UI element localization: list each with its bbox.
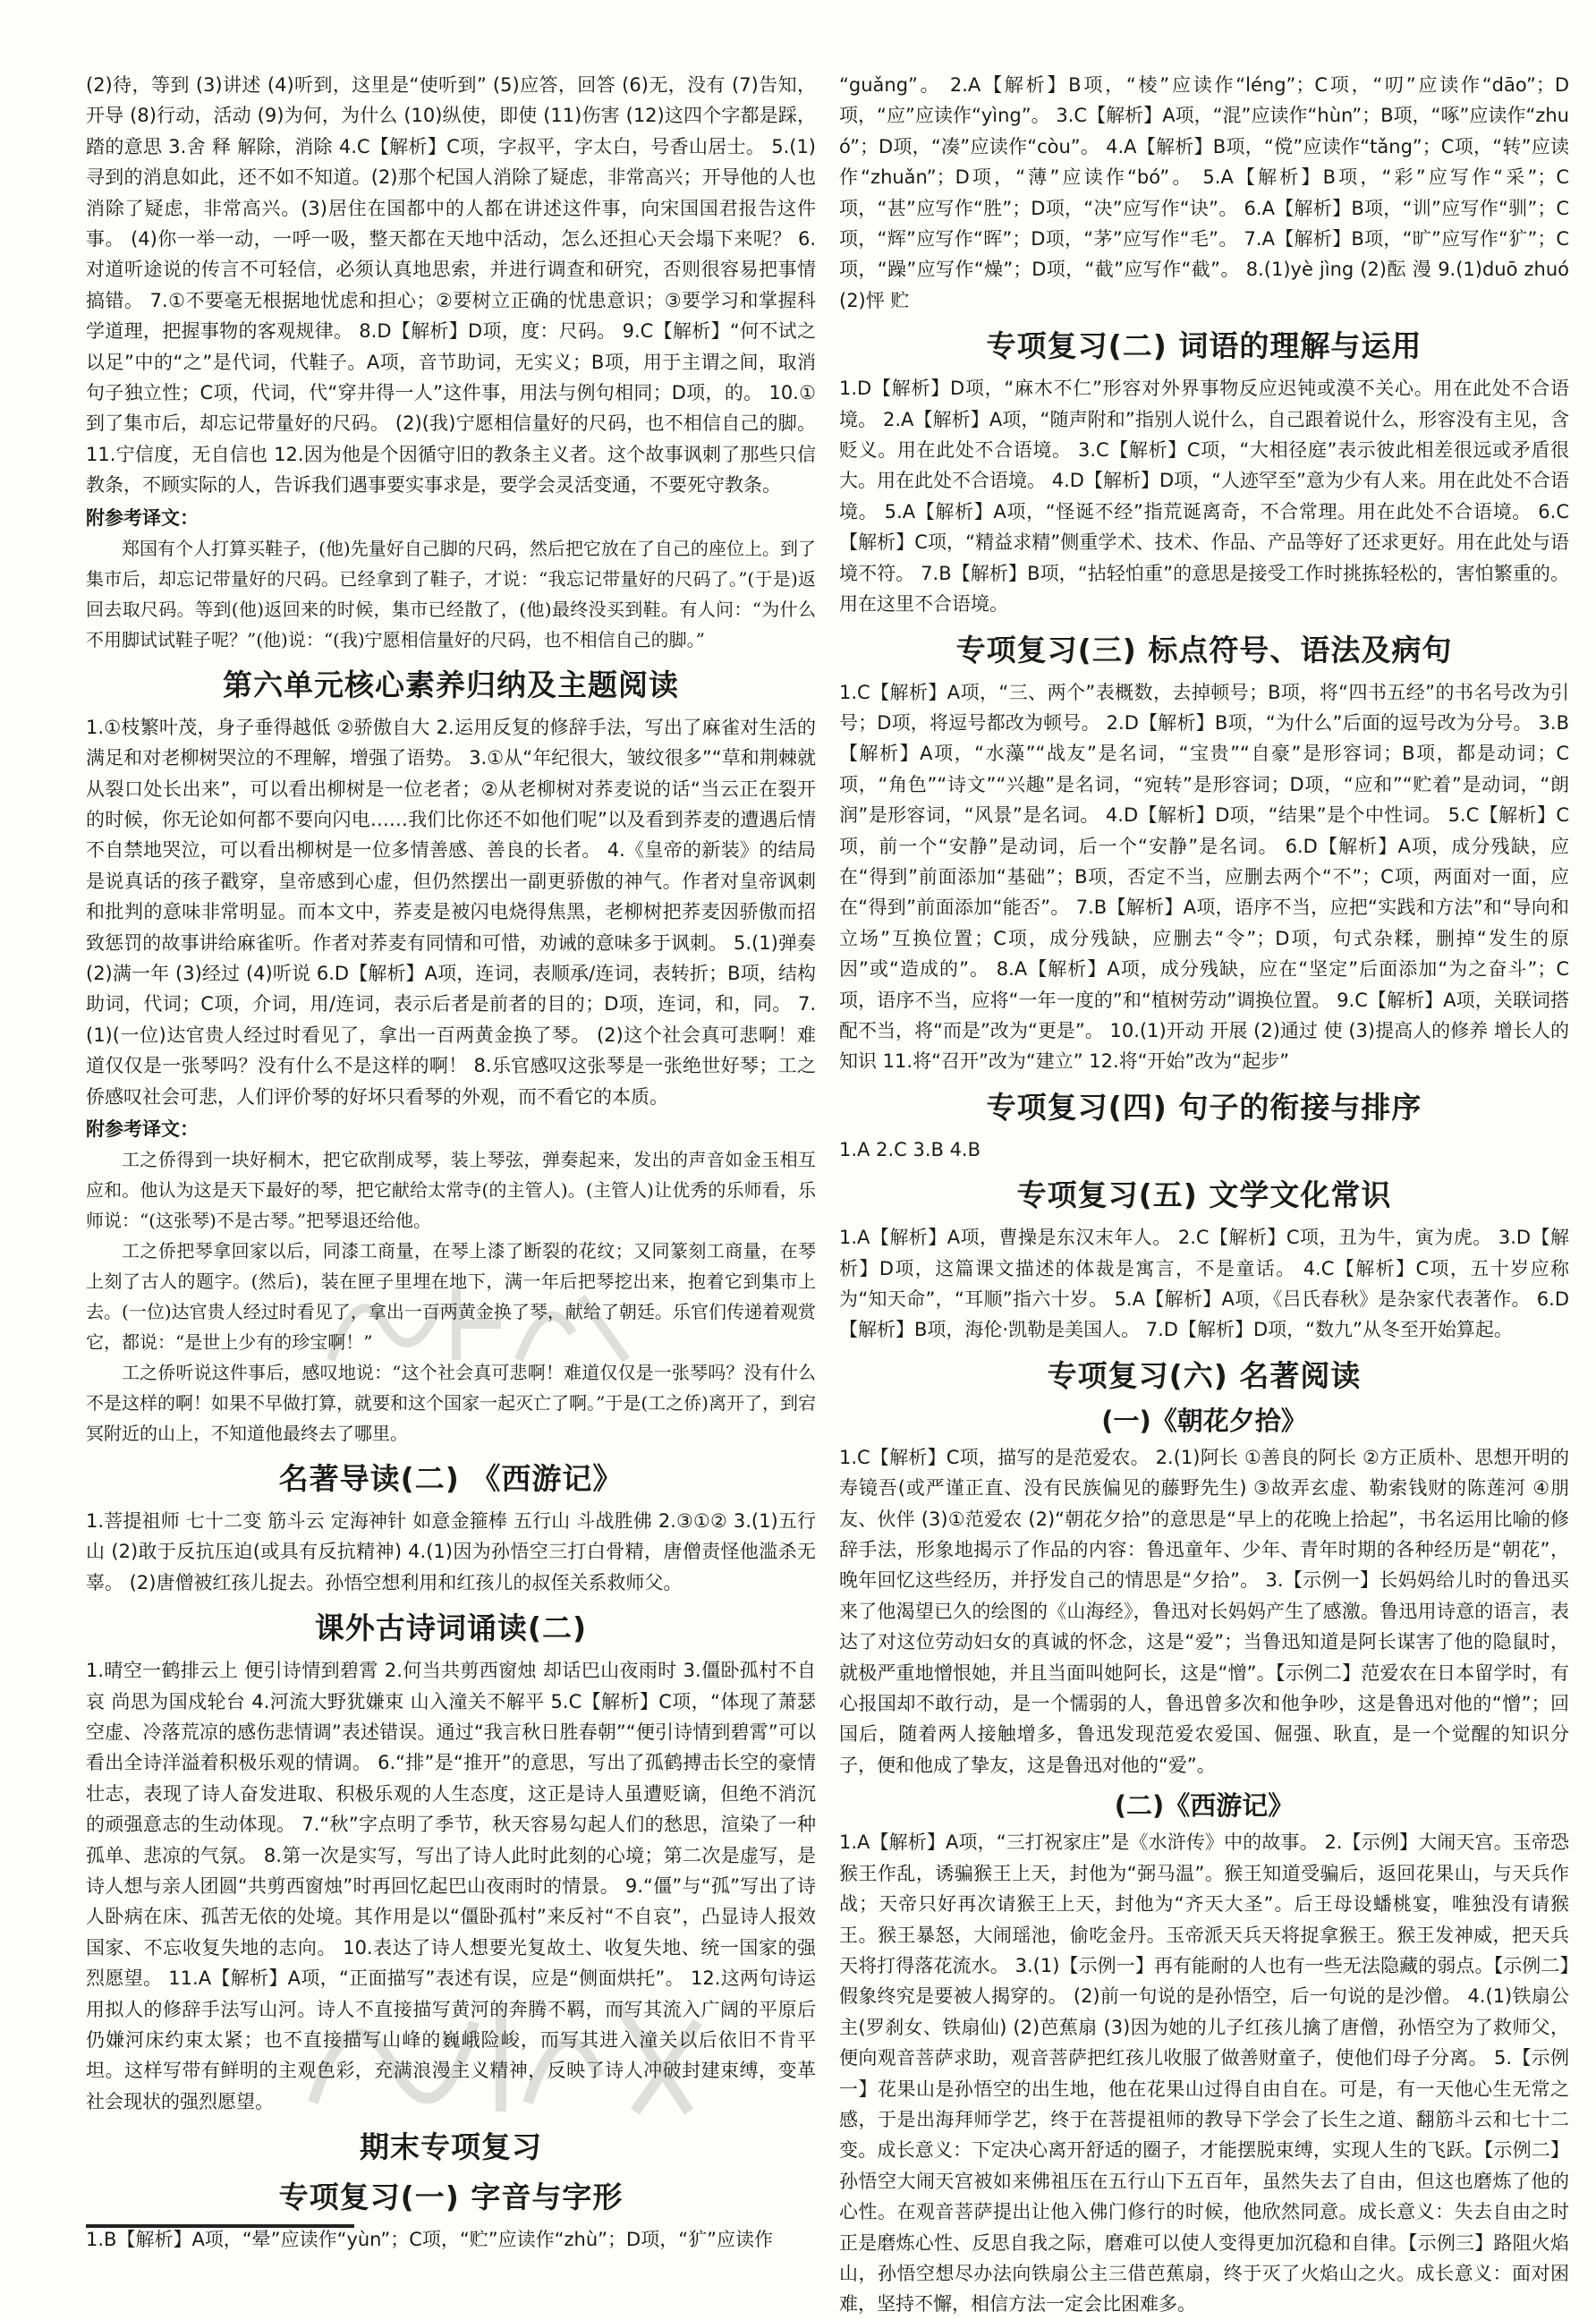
reference-translation: 工之侨听说这件事后，感叹地说：“这个社会真可悲啊！难道仅仅是一张琴吗？没有什么不是这样的啊！如果不早做打算，就要和这个国家一起灭亡了啊。”于是(工之侨)离开了，到宕冥附近的山上，不知道他最终去了哪里。: [86, 1361, 816, 1444]
section-title: 专项复习(三) 标点符号、语法及病句: [955, 632, 1453, 667]
answer-paragraph: “guǎng”。 2.A【解析】B项，“棱”应读作“léng”；C项，“叨”应读作“dāo”；D项，“应”应读作“yìng”。 3.C【解析】A项，“混”应读作“hùn”；B项，“啄”应读作“zhuó”；D项，“凑”应读作“còu”。 4.A【解析】B项，“傥”应读作“tǎng”；C项，“转”应读作“zhuǎn”；D项，“薄”应读作“bó”。 5.A【解析】B项，“彩”应写作“采”；C项，“甚”应写作“胜”；D项，“决”应写作“诀”。 6.A【解析】B项，“训”应写作“驯”；C项，“辉”应写作“晖”；D项，“茅”应写作“毛”。 7.A【解析】B项，“旷”应写作“犷”；C项，“躁”应写作“燥”；D项，“截”应写作“截”。 8.(1)yè jìng (2)酝 漫 9.(1)duō zhuó (2)怦 贮: [839, 74, 1569, 311]
section-title: 专项复习(二) 词语的理解与运用: [986, 328, 1422, 364]
section-title: 专项复习(六) 名著阅读: [1047, 1357, 1362, 1393]
answer-paragraph: 1.A【解析】A项，“三打祝家庄”是《水浒传》中的故事。 2.【示例】大闹天宫。玉帝恐猴王作乱，诱骗猴王上天，封他为“弼马温”。猴王知道受骗后，返回花果山，与天兵作战；天帝只好再次请猴王上天，封他为“齐天大圣”。后王母设蟠桃宴，唯独没有请猴王。猴王暴怒，大闹瑶池，偷吃金丹。玉帝派天兵天将捉拿猴王。猴王发神威，把天兵天将打得落花流水。 3.(1)【示例一】再有能耐的人也有一些无法隐藏的弱点。【示例二】假象终究是要被人揭穿的。 (2)前一句说的是孙悟空，后一句说的是沙僧。 4.(1)铁扇公主(罗刹女、铁扇仙) (2)芭蕉扇 (3)因为她的儿子红孩儿擒了唐僧，孙悟空为了救师父，便向观音菩萨求助，观音菩萨把红孩儿收服了做善财童子，使他们母子分离。 5.【示例一】花果山是孙悟空的出生地，他在花果山过得自由自在。可是，有一天他心生无常之感，于是出海拜师学艺，终于在菩提祖师的教导下学会了长生之道、翻筋斗云和七十二变。成长意义：下定决心离开舒适的圈子，才能摆脱束缚，实现人生的飞跃。【示例二】孙悟空大闹天宫被如来佛祖压在五行山下五百年，虽然失去了自由，但这也磨炼了他的心性。在观音菩萨提出让他入佛门修行的时候，他欣然同意。成长意义：失去自由之时正是磨炼心性、反思自我之际，磨难可以使人变得更加沉稳和自律。【示例三】路阻火焰山，孙悟空想尽办法向铁扇公主三借芭蕉扇，终于灭了火焰山之火。成长意义：面对困难，坚持不懈，相信方法一定会比困难多。: [839, 1831, 1569, 2316]
answer-paragraph: 1.晴空一鹤排云上 便引诗情到碧霄 2.何当共剪西窗烛 却话巴山夜雨时 3.僵卧孤村不自哀 尚思为国戍轮台 4.河流大野犹嫌束 山入潼关不解平 5.C【解析】C项，“体现了萧瑟空虚、冷落荒凉的感伤悲情调”表述错误。通过“我言秋日胜春朝”“便引诗情到碧霄”可以看出全诗洋溢着积极乐观的情调。 6.“排”是“推开”的意思，写出了孤鹤搏击长空的豪情壮志，表现了诗人奋发进取、积极乐观的人生态度，这正是诗人虽遭贬谪，但绝不消沉的顽强意志的生动体现。 7.“秋”字点明了季节，秋天容易勾起人们的愁思，渲染了一种孤单、悲凉的气氛。 8.第一次是实写，写出了诗人此时此刻的心境；第二次是虚写，是诗人想与亲人团圆“共剪西窗烛”时再回忆起巴山夜雨时的情景。 9.“僵”与“孤”写出了诗人卧病在床、孤苦无依的处境。其作用是以“僵卧孤村”来反衬“不自哀”，凸显诗人报效国家、不忘收复失地的志向。 10.表达了诗人想要光复故土、收复失地、统一国家的强烈愿望。 11.A【解析】A项，“正面描写”表述有误，应是“侧面烘托”。 12.这两句诗运用拟人的修辞手法写山河。诗人不直接描写黄河的奔腾不羁，而写其流入广阔的平原后仍嫌河床约束太紧；也不直接描写山峰的巍峨险峻，而写其进入潼关以后依旧不肯平坦。这样写带有鲜明的主观色彩，充满浪漫主义精神，反映了诗人冲破封建束缚，变革社会现状的强烈愿望。: [86, 1660, 817, 2112]
watermark-icon: [322, 1270, 644, 1378]
section-title: 期末专项复习: [360, 2129, 542, 2165]
footer-rule: [86, 2224, 354, 2228]
answer-paragraph: 1.C【解析】A项，“三、两个”表概数，去掉顿号；B项，将“四书五经”的书名号改为引号；D项，将逗号都改为顿号。 2.D【解析】B项，“为什么”后面的逗号改为分号。 3.B【解析】A项，“水藻”“战友”是名词，“宝贵”“自豪”是形容词；B项，都是动词；C项，“角色”“诗文”“兴趣”是名词，“宛转”是形容词；D项，“应和”“贮着”是动词，“朗润”是形容词，“风景”是名词。 4.D【解析】D项，“结果”是个中性词。 5.C【解析】C项，前一个“安静”是动词，后一个“安静”是名词。 6.D【解析】A项，成分残缺，应在“得到”前面添加“基础”；B项，否定不当，应删去两个“不”；C项，两面对一面，应在“得到”前面添加“能否”。 7.B【解析】A项，语序不当，应把“实践和方法”和“导向和立场”互换位置；C项，成分残缺，应删去“令”；D项，句式杂糅，删掉“发生的原因”或“造成的”。 8.A【解析】A项，成分残缺，应在“坚定”后面添加“为之奋斗”；C项，语序不当，应将“一年一度的”和“植树劳动”调换位置。 9.C【解析】A项，关联词搭配不当，将“而是”改为“更是”。 10.(1)开动 开展 (2)通过 使 (3)提高人的修养 增长人的知识 11.将“召开”改为“建立” 12.将“开始”改为“起步”: [839, 681, 1569, 1073]
subsection-title: (一)《朝花夕拾》: [1101, 1405, 1307, 1436]
answer-paragraph: 1.D【解析】D项，“麻木不仁”形容对外界事物反应迟钝或漠不关心。用在此处不合语境。 2.A【解析】A项，“随声附和”指别人说什么，自己跟着说什么，形容没有主见，含贬义。用在此处不合语境。 3.C【解析】C项，“大相径庭”表示彼此相差很远或矛盾很大。用在此处不合语境。 4.D【解析】D项，“人迹罕至”意为少有人来。用在此处不合语境。 5.A【解析】A项，“怪诞不经”指荒诞离奇，不合常理。用在此处不合语境。 6.C【解析】C项，“精益求精”侧重学术、技术、作品、产品等好了还求更好。用在此处与语境不符。 7.B【解析】B项，“拈轻怕重”的意思是接受工作时挑拣轻松的，害怕繁重的。用在这里不合语境。: [839, 378, 1569, 616]
answer-paragraph: 1.菩提祖师 七十二变 筋斗云 定海神针 如意金箍棒 五行山 斗战胜佛 2.③①② 3.(1)五行山 (2)敢于反抗压迫(或具有反抗精神) 4.(1)因为孙悟空三打白骨精，唐僧责怪他滥杀无辜。 (2)唐僧被红孩儿捉去。孙悟空想利用和红孩儿的叔侄关系救师父。: [86, 1509, 816, 1593]
reference-translation: 工之侨得到一块好桐木，把它砍削成琴，装上琴弦，弹奏起来，发出的声音如金玉相互应和。他认为这是天下最好的琴，把它献给太常寺(的主管人)。(主管人)让优秀的乐师看，乐师说：“(这张琴)不是古琴。”把琴退还给他。: [86, 1148, 816, 1231]
subsection-title: (二)《西游记》: [1114, 1790, 1295, 1822]
answer-paragraph: 1.C【解析】C项，描写的是范爱农。 2.(1)阿长 ①善良的阿长 ②方正质朴、思想开明的寿镜吾(或严谨正直、没有民族偏见的藤野先生) ③故弄玄虚、勒索钱财的陈莲河 ④朋友、伙伴 (3)①范爱农 (2)“朝花夕拾”的意思是“早上的花晚上拾起”，书名运用比喻的修辞手法，形象地揭示了作品的内容：鲁迅童年、少年、青年时期的各种经历是“朝花”，晚年回忆这些经历，并抒发自己的情思是“夕拾”。 3.【示例一】长妈妈给儿时的鲁迅买来了他渴望已久的绘图的《山海经》，鲁迅对长妈妈产生了感激。鲁迅用诗意的语言，表达了对这位劳动妇女的真诚的怀念，这是“爱”；当鲁迅知道是阿长谋害了他的隐鼠时，就极严重地憎恨她，并且当面叫她阿长，这是“憎”。【示例二】范爱农在日本留学时，有心报国却不敢行动，是一个懦弱的人，鲁迅曾多次和他争吵，这是鲁迅对他的“憎”；回国后，随着两人接触增多，鲁迅发现范爱农爱国、倔强、耿直，是一个觉醒的知识分子，便和他成了挚友，这是鲁迅对他的“爱”。: [839, 1446, 1569, 1776]
section-title: 名著导读(二) 《西游记》: [278, 1460, 624, 1496]
answer-paragraph: 1.①枝繁叶茂，身子垂得越低 ②骄傲自大 2.运用反复的修辞手法，写出了麻雀对生活的满足和对老柳树哭泣的不理解，增强了语势。 3.①从“年纪很大，皱纹很多”“草和荆棘就从裂口处长出来”，可以看出柳树是一位老者；②从老柳树对荞麦说的话“当云正在裂开的时候，你无论如何都不要向闪电……我们比你还不如他们呢”以及看到荞麦的遭遇后情不自禁地哭泣，可以看出柳树是一位多情善感、善良的长者。 4.《皇帝的新装》的结局是说真话的孩子戳穿，皇帝感到心虚，但仍然摆出一副更骄傲的神气。作者对皇帝讽刺和批判的意味非常明显。而本文中，荞麦是被闪电烧得焦黑，老柳树把荞麦因骄傲而招致惩罚的故事讲给麻雀听。作者对荞麦有同情和可惜，劝诫的意味多于讽刺。 5.(1)弹奏 (2)满一年 (3)经过 (4)听说 6.D【解析】A项，连词，表顺承/连词，表转折；B项，结构助词，代词；C项，介词，用/连词，表示后者是前者的目的；D项，连词，和，同。 7.(1)(一位)达官贵人经过时看见了，拿出一百两黄金换了琴。 (2)这个社会真可悲啊！难道仅仅是一张琴吗？没有什么不是这样的啊！ 8.乐官感叹这张琴是一张绝世好琴；工之侨感叹社会可悲，人们评价琴的好坏只看琴的外观，而不看它的本质。: [86, 716, 816, 1108]
left-column: [86, 70, 816, 2256]
section-title: 专项复习(四) 句子的衔接与排序: [986, 1089, 1422, 1125]
answer-paragraph: 1.A【解析】A项，曹操是东汉末年人。 2.C【解析】C项，丑为牛，寅为虎。 3.D【解析】D项，这篇课文描述的体裁是寓言，不是童话。 4.C【解析】C项，五十岁应称为“知天命”，“耳顺”指六十岁。 5.A【解析】A项，《吕氏春秋》是杂家代表著作。 6.D【解析】B项，海伦·凯勒是美国人。 7.D【解析】D项，“数九”从冬至开始算起。: [839, 1227, 1569, 1341]
reference-translation-label: 附参考译文：: [86, 506, 199, 529]
reference-translation: 郑国有个人打算买鞋子，(他)先量好自己脚的尺码，然后把它放在了自己的座位上。到了集市后，却忘记带量好的尺码。已经拿到了鞋子，才说：“我忘记带量好的尺码了。”(于是)返回去取尺码。等到(他)返回来的时候，集市已经散了，(他)最终没买到鞋。有人问：“为什么不用脚试试鞋子呢？”(他)说：“(我)宁愿相信量好的尺码，也不相信自己的脚。”: [86, 537, 816, 650]
section-title: 课外古诗词诵读(二): [314, 1610, 588, 1646]
reference-translation: 工之侨把琴拿回家以后，同漆工商量，在琴上漆了断裂的花纹；又同篆刻工商量，在琴上刻了古人的题字。(然后)，装在匣子里埋在地下，满一年后把琴挖出来，抱着它到集市上去。(一位)达官贵人经过时看见了，拿出一百两黄金换了琴，献给了朝廷。乐官们传递着观赏它，都说：“是世上少有的珍宝啊！”: [86, 1239, 816, 1353]
reference-translation-label: 附参考译文：: [86, 1118, 199, 1140]
answer-paragraph: (2)待，等到 (3)讲述 (4)听到，这里是“使听到” (5)应答，回答 (6)无，没有 (7)告知，开导 (8)行动，活动 (9)为何，为什么 (10)纵使，即使 (11)伤害 (12)这四个字都是踩，踏的意思 3.舍 释 解除，消除 4.C【解析】C项，字叔平，字太白，号香山居士。 5.(1)寻到的消息如此，还不如不知道。(2)那个杞国人消除了疑虑，非常高兴；开导他的人也消除了疑虑，非常高兴。(3)居住在国都中的人都在讲述这件事，向宋国国君报告这件事。 (4)你一举一动，一呼一吸，整天都在天地中活动，怎么还担心天会塌下来呢？ 6.对道听途说的传言不可轻信，必须认真地思索，并进行调查和研究，否则很容易把事情搞错。 7.①不要毫无根据地忧虑和担心；②要树立正确的忧患意识；③要学习和掌握科学道理，把握事物的客观规律。 8.D【解析】D项，度：尺码。 9.C【解析】“何不试之以足”中的“之”是代词，代鞋子。A项，音节助词，无实义；B项，用于主谓之间，取消句子独立性；C项，代词，代“穿井得一人”这件事，用法与例句相同；D项，的。 10.①到了集市后，却忘记带量好的尺码。 (2)(我)宁愿相信量好的尺码，也不相信自己的脚。 11.宁信度，无自信也 12.因为他是个因循守旧的教条主义者。这个故事讽刺了那些只信教条，不顾实际的人，告诉我们遇事要实事求是，要学会灵活变通，不要死守教条。: [86, 74, 816, 497]
section-title: 专项复习(五) 文学文化常识: [1016, 1177, 1392, 1213]
section-title: 专项复习(一) 字音与字形: [278, 2180, 624, 2215]
answer-paragraph: 1.B【解析】A项，“晕”应读作“yùn”；C项，“贮”应读作“zhù”；D项，“犷”应读作: [86, 2229, 773, 2251]
right-column: [839, 70, 1569, 2320]
watermark-icon: [295, 1968, 716, 2129]
section-title: 第六单元核心素养归纳及主题阅读: [223, 667, 679, 702]
answer-paragraph: 1.A 2.C 3.B 4.B: [839, 1138, 981, 1160]
